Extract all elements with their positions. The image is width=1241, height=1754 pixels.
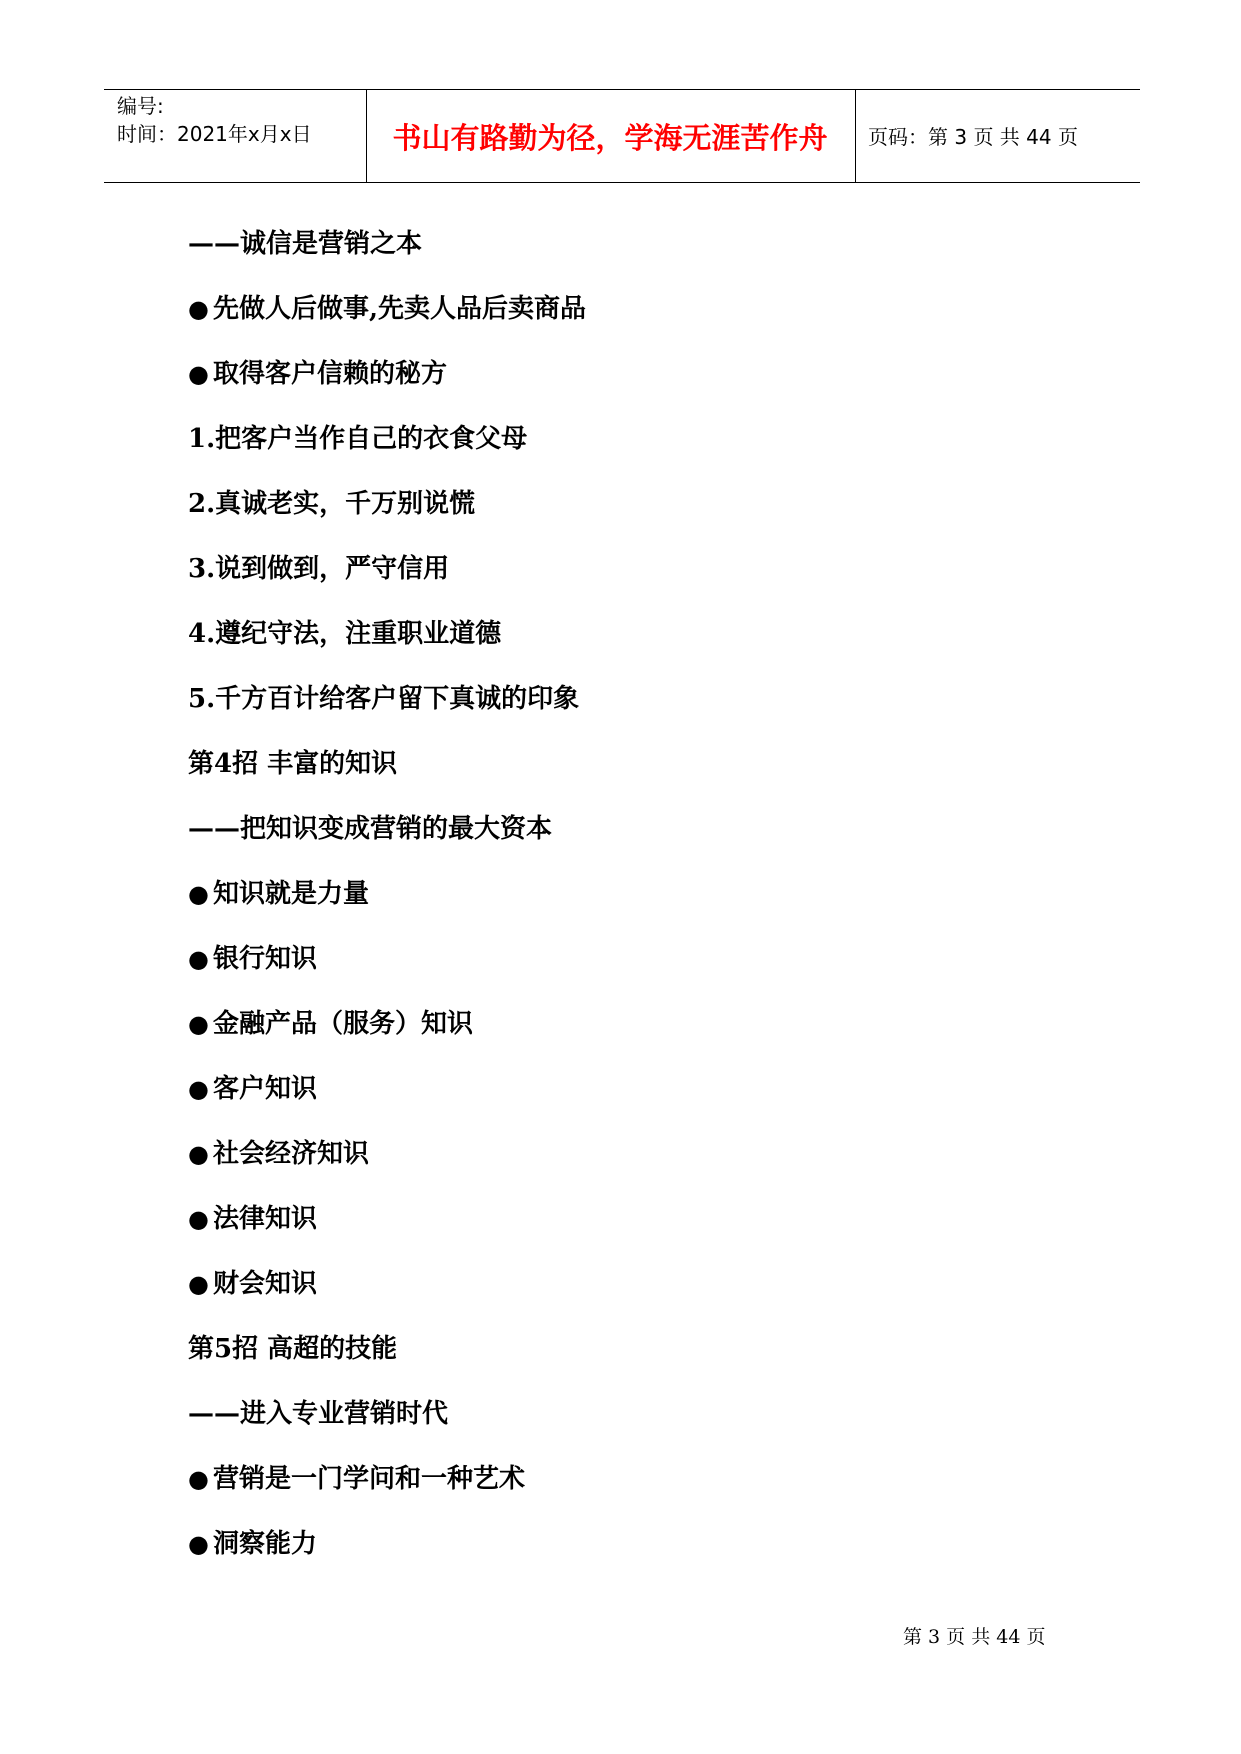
line-text: 金融产品（服务）知识 xyxy=(212,1009,473,1039)
line-text: 第4招 丰富的知识 xyxy=(188,749,398,779)
line-text: 财会知识 xyxy=(212,1269,317,1299)
line-text: 社会经济知识 xyxy=(212,1139,369,1169)
list-item xyxy=(188,1201,317,1237)
line-subtitle-professional xyxy=(188,1396,448,1432)
footer-page-number: 第 3 页 共 44 页 xyxy=(903,1626,1046,1648)
bullet-icon: ● xyxy=(188,1464,209,1493)
header-divider-right xyxy=(855,89,856,182)
list-item xyxy=(188,876,369,912)
bullet-icon: ● xyxy=(188,359,209,388)
line-text: 取得客户信赖的秘方 xyxy=(212,359,447,389)
header-page-number: 页码：第 3 页 共 44 页 xyxy=(868,125,1078,149)
line-text: 第5招 高超的技能 xyxy=(188,1334,398,1364)
line-text: 洞察能力 xyxy=(212,1529,317,1559)
line-text: 先做人后做事,先卖人品后卖商品 xyxy=(212,294,587,324)
header-meta xyxy=(117,92,312,148)
bullet-icon: ● xyxy=(188,1009,209,1038)
line-text: 知识就是力量 xyxy=(212,879,369,909)
header-divider-left xyxy=(366,89,367,182)
bullet-icon: ● xyxy=(188,1529,209,1558)
line-text: 3.说到做到，严守信用 xyxy=(188,554,450,584)
bullet-icon: ● xyxy=(188,944,209,973)
line-subtitle-integrity xyxy=(188,226,422,262)
line-text: ——把知识变成营销的最大资本 xyxy=(188,814,553,844)
line-text: ——进入专业营销时代 xyxy=(188,1399,449,1429)
line-text: 1.把客户当作自己的衣食父母 xyxy=(188,424,528,454)
list-item xyxy=(188,1071,317,1107)
list-item xyxy=(188,1006,473,1042)
line-text: 法律知识 xyxy=(212,1204,317,1234)
line-text: 4.遵纪守法，注重职业道德 xyxy=(188,619,502,649)
line-text: 银行知识 xyxy=(212,944,317,974)
header-top-border xyxy=(104,89,1140,90)
section-heading xyxy=(188,746,397,782)
section-heading xyxy=(188,1331,397,1367)
numbered-item xyxy=(188,616,501,652)
list-item xyxy=(188,356,447,392)
document-date-label: 时间：2021年x月x日 xyxy=(117,122,312,146)
numbered-item xyxy=(188,486,475,522)
header-bottom-border xyxy=(104,182,1140,183)
bullet-icon: ● xyxy=(188,1074,209,1103)
bullet-icon: ● xyxy=(188,1269,209,1298)
list-item xyxy=(188,1526,317,1562)
bullet-icon: ● xyxy=(188,879,209,908)
list-item xyxy=(188,1136,369,1172)
list-item xyxy=(188,1266,317,1302)
list-item xyxy=(188,291,586,327)
document-number-label: 编号: xyxy=(117,94,164,118)
list-item xyxy=(188,1461,525,1497)
line-text: 客户知识 xyxy=(212,1074,317,1104)
line-subtitle-knowledge xyxy=(188,811,552,847)
line-text: 2.真诚老实，千万别说慌 xyxy=(188,489,476,519)
numbered-item xyxy=(188,551,449,587)
line-text: 5.千方百计给客户留下真诚的印象 xyxy=(188,684,580,714)
bullet-icon: ● xyxy=(188,1204,209,1233)
list-item xyxy=(188,941,317,977)
numbered-item xyxy=(188,681,579,717)
line-text: 营销是一门学问和一种艺术 xyxy=(212,1464,525,1494)
bullet-icon: ● xyxy=(188,294,209,323)
bullet-icon: ● xyxy=(188,1139,209,1168)
numbered-item xyxy=(188,421,527,457)
header-motto: 书山有路勤为径，学海无涯苦作舟 xyxy=(392,121,828,155)
line-text: ——诚信是营销之本 xyxy=(188,229,423,259)
